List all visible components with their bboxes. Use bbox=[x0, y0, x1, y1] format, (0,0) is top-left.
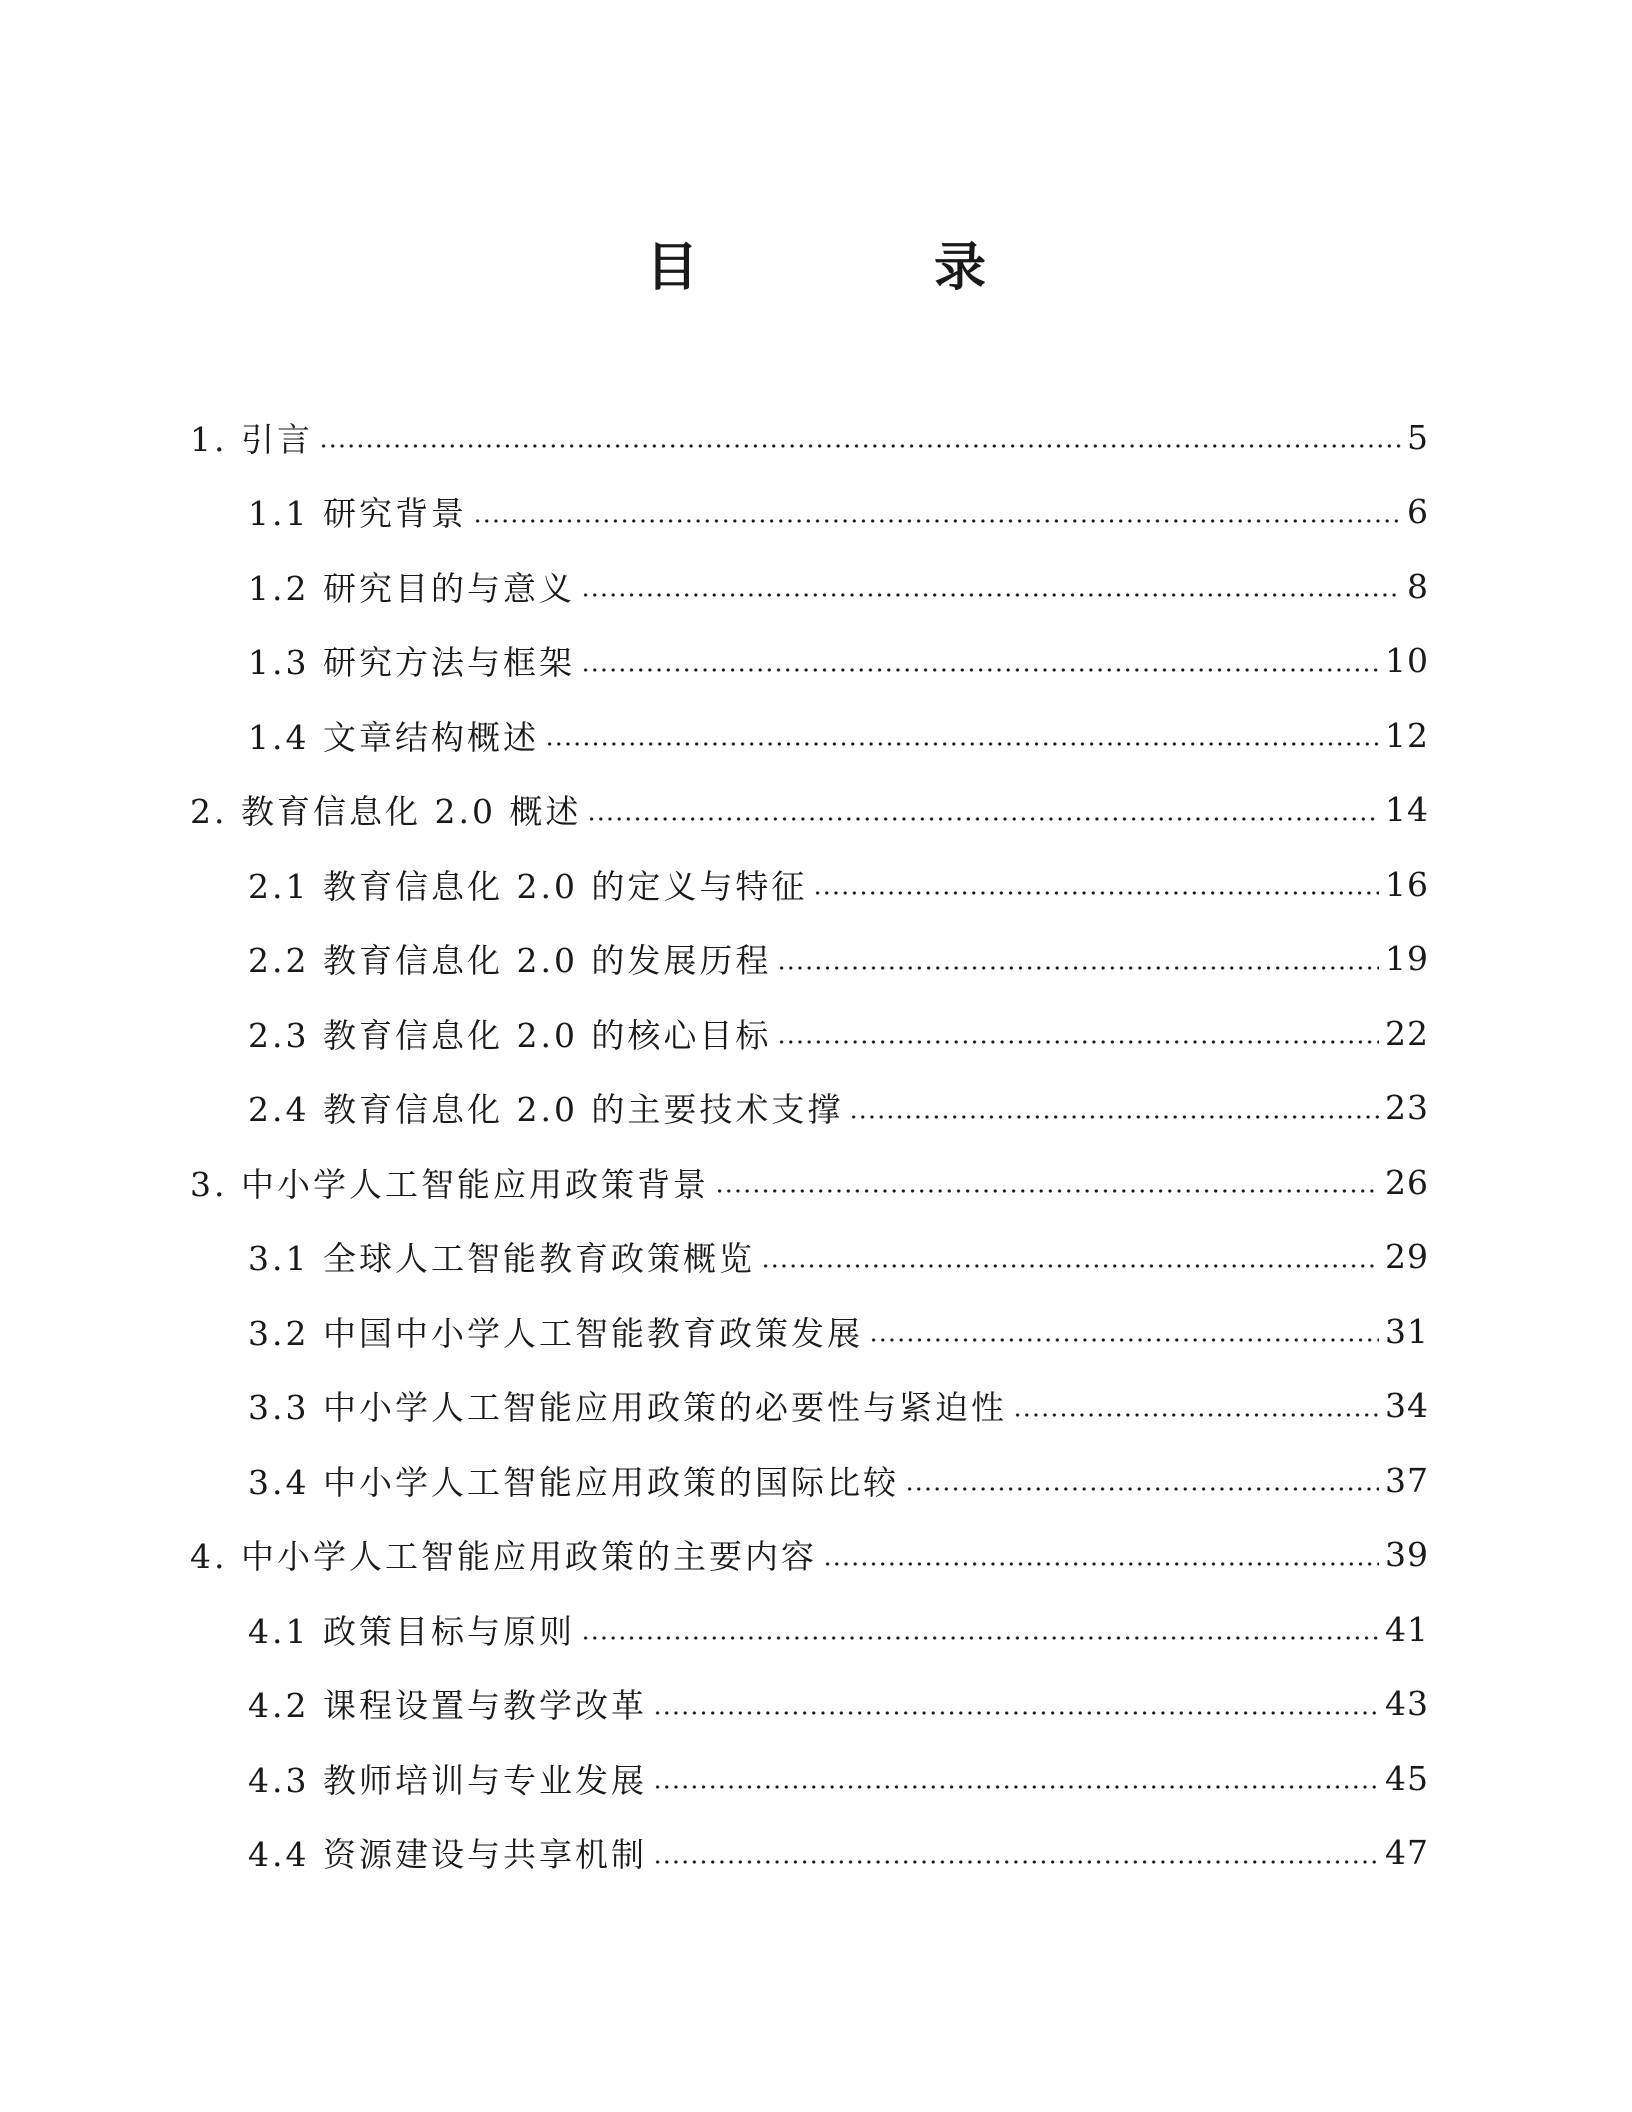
toc-entry-label: 2.2 教育信息化 2.0 的发展历程 bbox=[248, 935, 777, 982]
toc-entry-page: 23 bbox=[1379, 1088, 1429, 1127]
toc-entry-label: 4.3 教师培训与专业发展 bbox=[248, 1755, 653, 1802]
toc-entry-page: 19 bbox=[1379, 939, 1429, 978]
toc-entry-2-2[interactable] bbox=[0, 922, 1632, 997]
toc-entry-page: 16 bbox=[1379, 865, 1429, 904]
page-title: 目 录 bbox=[645, 238, 1078, 298]
toc-entry-label: 1.4 文章结构概述 bbox=[248, 712, 545, 759]
dot-leader bbox=[905, 1486, 1379, 1492]
toc-entry-page: 12 bbox=[1379, 716, 1429, 755]
toc-entry-page: 14 bbox=[1379, 790, 1429, 829]
dot-leader bbox=[581, 667, 1379, 673]
toc-entry-label: 2.3 教育信息化 2.0 的核心目标 bbox=[248, 1010, 777, 1057]
dot-leader bbox=[581, 1635, 1379, 1641]
dot-leader bbox=[473, 518, 1401, 524]
toc-entry-page: 31 bbox=[1379, 1312, 1429, 1351]
dot-leader bbox=[849, 1114, 1379, 1120]
toc-entry-label: 1.1 研究背景 bbox=[248, 488, 473, 535]
dot-leader bbox=[319, 443, 1401, 449]
toc-entry-label: 3.4 中小学人工智能应用政策的国际比较 bbox=[248, 1457, 905, 1504]
toc-entry-3-2[interactable] bbox=[0, 1294, 1632, 1369]
toc-entry-1-2[interactable] bbox=[0, 549, 1632, 624]
toc-entry-page: 29 bbox=[1379, 1237, 1429, 1276]
toc-entry-label: 3.1 全球人工智能教育政策概览 bbox=[248, 1233, 761, 1280]
dot-leader bbox=[587, 816, 1379, 822]
toc-entry-1[interactable] bbox=[0, 400, 1632, 475]
toc-entry-label: 2.4 教育信息化 2.0 的主要技术支撑 bbox=[248, 1084, 849, 1131]
toc-entry-label: 4.1 政策目标与原则 bbox=[248, 1606, 581, 1653]
toc-entry-page: 41 bbox=[1379, 1610, 1429, 1649]
toc-entry-page: 26 bbox=[1379, 1163, 1429, 1202]
toc-entry-label: 3.2 中国中小学人工智能教育政策发展 bbox=[248, 1308, 869, 1355]
toc-entry-label: 1.3 研究方法与框架 bbox=[248, 637, 581, 684]
toc-entry-label: 1.2 研究目的与意义 bbox=[248, 563, 581, 610]
toc-entry-4[interactable] bbox=[0, 1518, 1632, 1593]
toc-entry-1-4[interactable] bbox=[0, 698, 1632, 773]
toc-entry-3-1[interactable] bbox=[0, 1220, 1632, 1295]
dot-leader bbox=[777, 965, 1379, 971]
toc-entry-2[interactable] bbox=[0, 773, 1632, 848]
toc-entry-label: 1. 引言 bbox=[190, 414, 319, 461]
toc-entry-page: 34 bbox=[1379, 1386, 1429, 1425]
toc-entry-1-3[interactable] bbox=[0, 624, 1632, 699]
toc-entry-1-1[interactable] bbox=[0, 475, 1632, 550]
toc-entry-label: 3. 中小学人工智能应用政策背景 bbox=[190, 1159, 715, 1206]
dot-leader bbox=[869, 1337, 1379, 1343]
toc-entry-page: 45 bbox=[1379, 1759, 1429, 1798]
toc-entry-2-3[interactable] bbox=[0, 996, 1632, 1071]
toc-entry-page: 39 bbox=[1379, 1535, 1429, 1574]
toc-entry-4-4[interactable] bbox=[0, 1816, 1632, 1891]
dot-leader bbox=[813, 890, 1379, 896]
toc-entry-page: 5 bbox=[1401, 418, 1429, 457]
dot-leader bbox=[653, 1859, 1379, 1865]
toc-entry-3[interactable] bbox=[0, 1145, 1632, 1220]
toc-entry-page: 22 bbox=[1379, 1014, 1429, 1053]
dot-leader bbox=[1013, 1412, 1379, 1418]
dot-leader bbox=[545, 741, 1379, 747]
toc-entry-page: 37 bbox=[1379, 1461, 1429, 1500]
toc-entry-label: 3.3 中小学人工智能应用政策的必要性与紧迫性 bbox=[248, 1382, 1013, 1429]
toc-entry-2-4[interactable] bbox=[0, 1071, 1632, 1146]
dot-leader bbox=[715, 1188, 1379, 1194]
toc-entry-label: 4.2 课程设置与教学改革 bbox=[248, 1680, 653, 1727]
toc-entry-3-3[interactable] bbox=[0, 1369, 1632, 1444]
toc-entry-label: 4.4 资源建设与共享机制 bbox=[248, 1829, 653, 1876]
toc-entry-page: 43 bbox=[1379, 1684, 1429, 1723]
toc-entry-3-4[interactable] bbox=[0, 1443, 1632, 1518]
toc-entry-page: 47 bbox=[1379, 1833, 1429, 1872]
dot-leader bbox=[761, 1263, 1379, 1269]
dot-leader bbox=[777, 1039, 1379, 1045]
dot-leader bbox=[581, 592, 1401, 598]
toc-entry-page: 6 bbox=[1401, 492, 1429, 531]
dot-leader bbox=[653, 1710, 1379, 1716]
toc-entry-4-2[interactable] bbox=[0, 1667, 1632, 1742]
dot-leader bbox=[823, 1561, 1379, 1567]
dot-leader bbox=[653, 1784, 1379, 1790]
toc-entry-label: 4. 中小学人工智能应用政策的主要内容 bbox=[190, 1531, 823, 1578]
toc-entry-page: 8 bbox=[1401, 567, 1429, 606]
toc-entry-4-1[interactable] bbox=[0, 1592, 1632, 1667]
toc-entry-label: 2.1 教育信息化 2.0 的定义与特征 bbox=[248, 861, 813, 908]
toc-entry-4-3[interactable] bbox=[0, 1741, 1632, 1816]
table-of-contents bbox=[0, 400, 1632, 1890]
toc-entry-label: 2. 教育信息化 2.0 概述 bbox=[190, 786, 587, 833]
toc-entry-2-1[interactable] bbox=[0, 847, 1632, 922]
toc-entry-page: 10 bbox=[1379, 641, 1429, 680]
